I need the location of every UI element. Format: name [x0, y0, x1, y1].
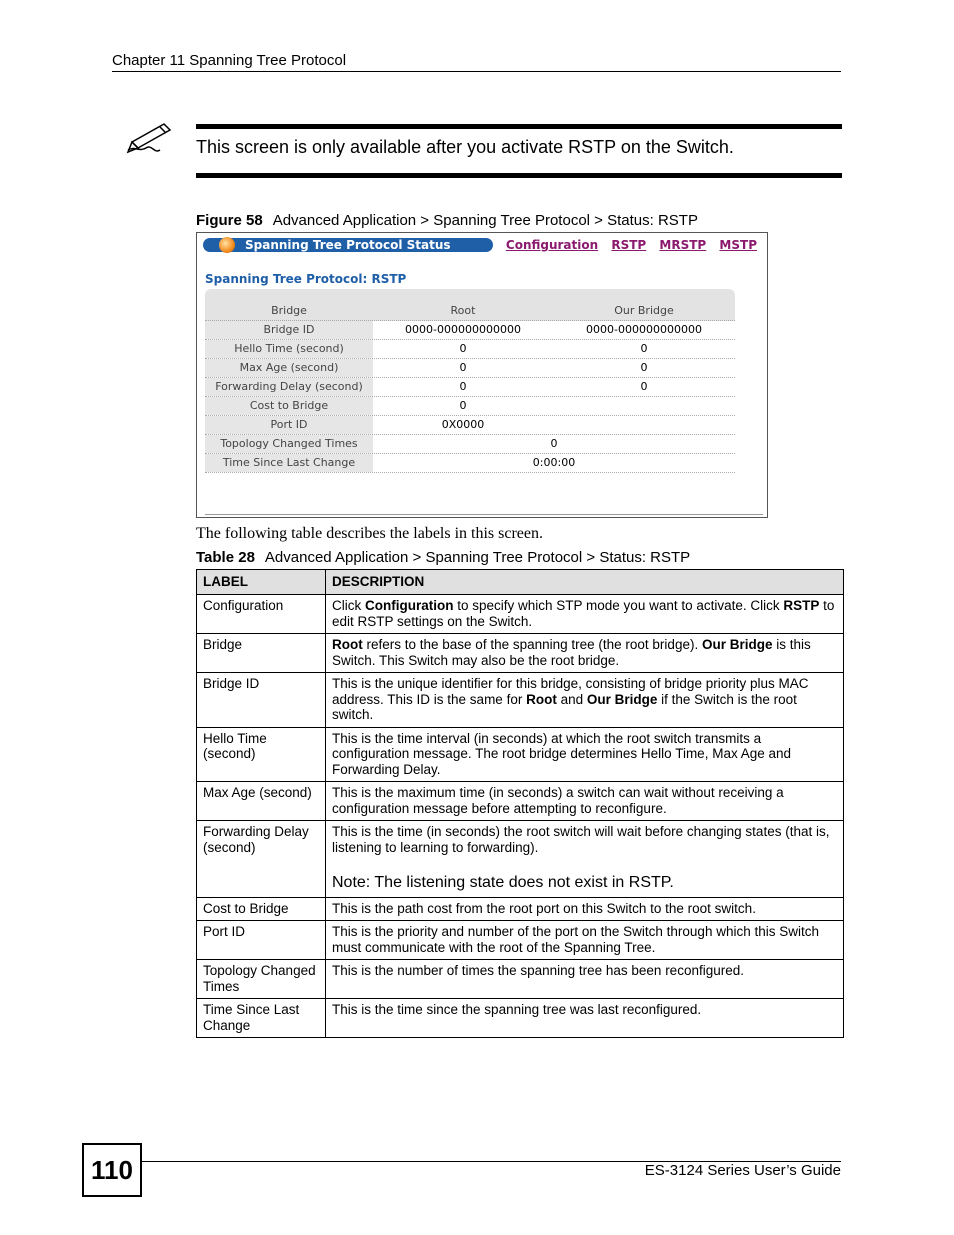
status-row-label: Port ID: [205, 416, 373, 434]
table-row: [197, 999, 844, 1038]
description-text: This is the unique identifier for this bridge, consisting of bridge priority plus MAC address. This ID is the same for: [332, 676, 809, 707]
note-text: This screen is only available after you activate RSTP on the Switch.: [196, 137, 734, 157]
row-description: [326, 727, 844, 782]
figure-title: Advanced Application > Spanning Tree Protocol > Status: RSTP: [272, 212, 698, 229]
status-row-label: Topology Changed Times: [205, 435, 373, 453]
status-row-label: Max Age (second): [205, 359, 373, 377]
row-label: Max Age (second): [197, 782, 326, 821]
screen-bottom-rule: [205, 514, 763, 515]
row-description: [326, 999, 844, 1038]
link-mrstp[interactable]: MRSTP: [659, 238, 707, 252]
status-row: [205, 340, 735, 359]
row-description: [326, 921, 844, 960]
table-row: [197, 821, 844, 898]
bold-term: RSTP: [783, 598, 820, 613]
status-root-value: 0X0000: [441, 418, 485, 431]
table-row: [197, 727, 844, 782]
intro-text: The following table describes the labels in this screen.: [196, 525, 544, 542]
screen-links: [497, 238, 757, 252]
bold-term: Our Bridge: [701, 637, 773, 652]
status-our-value: 0000-000000000000: [586, 323, 702, 336]
status-row-label: Hello Time (second): [205, 340, 373, 358]
guide-title: ES-3124 Series User’s Guide: [644, 1162, 841, 1179]
description-text: This is the time (in seconds) the root switch will wait before changing states (that is, listening to learning to forwarding).: [332, 824, 830, 855]
status-row-label: Bridge ID: [205, 321, 373, 339]
row-label: Configuration: [197, 595, 326, 634]
status-row: [205, 435, 735, 454]
status-row: [205, 397, 735, 416]
row-label: Forwarding Delay (second): [197, 821, 326, 898]
table-label: Table 28: [196, 549, 255, 566]
row-label: Time Since Last Change: [197, 999, 326, 1038]
table-title: Advanced Application > Spanning Tree Protocol > Status: RSTP: [264, 549, 691, 566]
figure-label: Figure 58: [196, 212, 263, 229]
row-note: Note: The listening state does not exist in RSTP.: [332, 874, 674, 891]
screen-title: Spanning Tree Protocol Status: [245, 238, 451, 252]
note-top-rule: [196, 124, 842, 129]
table-row: [197, 673, 844, 728]
screen-title-bar: [203, 238, 493, 252]
description-table: [196, 569, 844, 1038]
row-label: Bridge: [197, 634, 326, 673]
status-row-label: Cost to Bridge: [205, 397, 373, 415]
table-row: [197, 634, 844, 673]
table-header-row: [197, 570, 844, 595]
description-text: to specify which STP mode you want to activate. Click: [453, 598, 784, 613]
header-label: LABEL: [197, 570, 326, 595]
description-text: This is the maximum time (in seconds) a switch can wait without receiving a configuration message before attempting to reconfigure.: [332, 785, 784, 816]
row-description: [326, 821, 844, 898]
figure-caption: [196, 212, 698, 229]
status-our-value: 0: [640, 361, 648, 374]
link-configuration[interactable]: Configuration: [505, 238, 599, 252]
pencil-note-icon: [124, 120, 174, 160]
description-text: This is the time since the spanning tree was last reconfigured.: [332, 1002, 702, 1017]
description-text: This is the priority and number of the port on the Switch through which this Switch must communicate with the root of the Spanning Tree.: [332, 924, 819, 955]
description-text: This is the time interval (in seconds) at which the root switch transmits a configuration message. The root bridge determines Hello Time, Max Age and Forwarding Delay.: [332, 730, 791, 777]
status-value: 0:00:00: [532, 456, 576, 469]
status-root-value: 0: [459, 399, 467, 412]
status-root-value: 0: [459, 342, 467, 355]
status-row: [205, 378, 735, 397]
row-label: Bridge ID: [197, 673, 326, 728]
description-text: if the Switch is the root switch.: [332, 691, 797, 722]
table-row: [197, 782, 844, 821]
status-root-value: 0: [459, 361, 467, 374]
status-root-value: 0: [459, 380, 467, 393]
table-row: [197, 960, 844, 999]
link-rstp[interactable]: RSTP: [611, 238, 647, 252]
description-text: Click: [332, 598, 365, 613]
table-row: [197, 595, 844, 634]
chapter-header: Chapter 11 Spanning Tree Protocol: [112, 52, 347, 69]
status-value: 0: [550, 437, 558, 450]
row-description: [326, 782, 844, 821]
screenshot-frame: [196, 232, 768, 518]
status-our-value: 0: [640, 380, 648, 393]
col-root: Root: [450, 304, 476, 317]
status-our-value: 0: [640, 342, 648, 355]
status-row: [205, 416, 735, 435]
row-description: [326, 960, 844, 999]
row-description: [326, 897, 844, 921]
row-description: [326, 673, 844, 728]
status-row: [205, 321, 735, 340]
status-table: [205, 302, 735, 473]
row-description: [326, 595, 844, 634]
screen-subtitle: Spanning Tree Protocol: RSTP: [205, 272, 407, 286]
bold-term: Our Bridge: [586, 691, 658, 707]
description-text: is this Switch. This Switch may also be the root bridge.: [332, 637, 811, 668]
status-row-label: Time Since Last Change: [205, 454, 373, 472]
description-text: to edit RSTP settings on the Switch.: [332, 598, 835, 629]
header-description: DESCRIPTION: [326, 570, 844, 595]
bold-term: Root: [526, 691, 557, 707]
status-row: [205, 359, 735, 378]
bold-term: Root: [332, 637, 363, 652]
orb-icon: [219, 237, 235, 253]
row-label: Hello Time (second): [197, 727, 326, 782]
description-text: This is the path cost from the root port on this Switch to the root switch.: [332, 900, 756, 916]
note-bottom-rule: [196, 173, 842, 178]
status-row: [205, 454, 735, 473]
col-our-bridge: Our Bridge: [614, 304, 674, 317]
header-divider: [112, 71, 841, 72]
col-bridge: Bridge: [271, 304, 307, 317]
status-row-label: Forwarding Delay (second): [205, 378, 373, 396]
row-label: Port ID: [197, 921, 326, 960]
status-root-value: 0000-000000000000: [405, 323, 521, 336]
table-caption: [196, 549, 690, 566]
row-label: Topology Changed Times: [197, 960, 326, 999]
page-number: 110: [82, 1143, 142, 1197]
description-text: and: [556, 691, 587, 707]
bold-term: Configuration: [365, 598, 454, 613]
status-header-row: [205, 302, 735, 321]
link-mstp[interactable]: MSTP: [719, 238, 757, 252]
table-row: [197, 921, 844, 960]
row-description: [326, 634, 844, 673]
row-label: Cost to Bridge: [197, 897, 326, 921]
table-row: [197, 897, 844, 921]
description-text: refers to the base of the spanning tree (the root bridge).: [362, 637, 702, 652]
description-text: This is the number of times the spanning tree has been reconfigured.: [332, 963, 744, 978]
